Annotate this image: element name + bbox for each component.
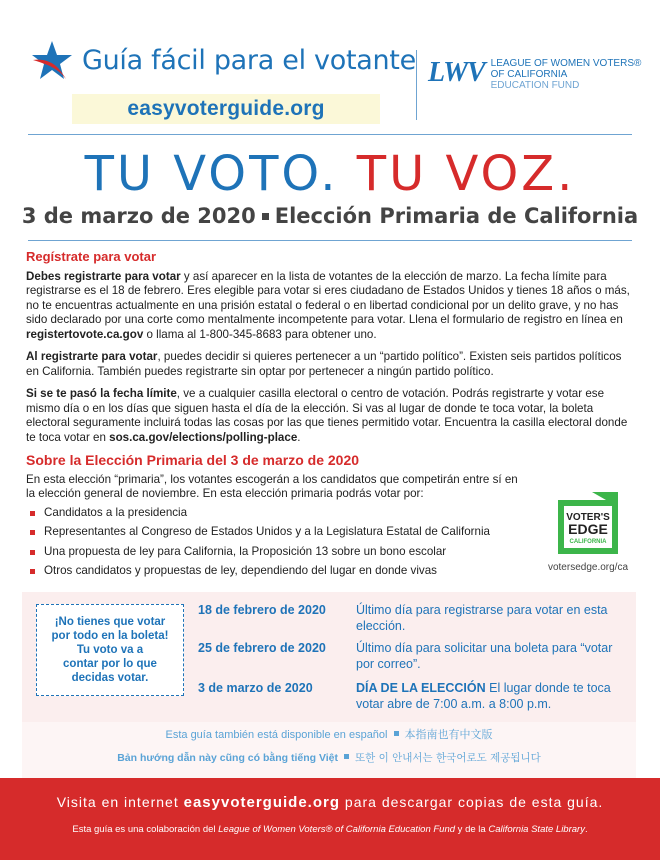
ve-line3: CALIFORNIA bbox=[569, 539, 607, 545]
register-paragraph-1: Debes registrarte para votar y así aparecer en la lista de votantes de la elección de marzo. La fecha límite para registrarse es el 18 de febrero. Eres elegible para votar si eres ciudadano de Estados Unidos y tienes 18 años o más, no te encuentras actualmente en una prisión estatal o federal o en libertad condicional por un delito grave, y no has sido declarado por una corte como mentalmente incompetente para votar. Llena el formulario de registro en línea en registertovote.ca.gov o llama al 1-800-345-8683 para obtener uno. bbox=[26, 269, 630, 341]
callout-line: decidas votar. bbox=[71, 672, 149, 684]
voters-edge-link[interactable]: votersedge.org/ca bbox=[547, 562, 629, 573]
list-item: Representantes al Congreso de Estados Unidos y a la Legislatura Estatal de California bbox=[26, 525, 636, 540]
list-item: Candidatos a la presidencia bbox=[26, 506, 636, 521]
date-description: DÍA DE LA ELECCIÓN El lugar donde te toca votar abre de 7:00 a.m. a 8:00 p.m. bbox=[356, 681, 611, 711]
register-paragraph-3: Si se te pasó la fecha límite, ve a cualquier casilla electoral o centro de votación. Podrás registrarte y votar ese mismo día o en los días que siguen hasta el día de la elección. Si vas al lugar de donde te toca votar, la boleta electoral seguramente incluirá todas las cosas por las que tienes permitido votar. Encuentra la casilla electoral donde te toca votar en sos.ca.gov/elections/polling-place. bbox=[26, 387, 628, 444]
date-description: Último día para solicitar una boleta para “votar por correo”. bbox=[356, 641, 613, 671]
chinese-note: 本指南也有中文版 bbox=[404, 729, 493, 741]
header-divider bbox=[416, 50, 417, 120]
lwv-line1: LEAGUE OF WOMEN VOTERS® bbox=[490, 58, 642, 69]
lwv-line3: EDUCATION FUND bbox=[490, 80, 580, 91]
lwv-text bbox=[491, 58, 642, 91]
square-bullet-icon bbox=[344, 754, 349, 759]
callout-line: por todo en la boleta! bbox=[51, 630, 169, 642]
date-description: Último día para registrarse para votar en esta elección. bbox=[356, 603, 608, 633]
lwv-logo bbox=[428, 58, 641, 91]
brand bbox=[30, 38, 416, 82]
subheadline-date: 3 de marzo de 2020 bbox=[21, 204, 256, 228]
footer-website-link[interactable]: easyvoterguide.org bbox=[183, 794, 341, 811]
primary-title: Sobre la Elección Primaria del 3 de marzo de 2020 bbox=[26, 452, 360, 468]
footer-collaboration: Esta guía es una colaboración del League of Women Voters® of California Education Fund y de la California State Library. bbox=[72, 824, 588, 835]
callout-line: contar por lo que bbox=[63, 658, 157, 670]
register-title: Regístrate para votar bbox=[26, 249, 157, 264]
footer bbox=[0, 778, 660, 860]
polling-place-link[interactable]: sos.ca.gov/elections/polling-place bbox=[109, 430, 298, 444]
lwv-mark: LWV bbox=[428, 57, 485, 88]
date-label: 3 de marzo de 2020 bbox=[198, 681, 313, 695]
top-rule bbox=[28, 134, 632, 135]
callout-line: ¡No tienes que votar bbox=[54, 616, 166, 628]
list-item: Otros candidatos y propuestas de ley, dependiendo del lugar en donde vivas bbox=[26, 564, 636, 579]
square-bullet-icon bbox=[394, 731, 399, 736]
website-link[interactable]: easyvoterguide.org bbox=[127, 97, 325, 120]
square-bullet-icon bbox=[262, 213, 269, 220]
register-paragraph-2: Al registrarte para votar, puedes decidir si quieres pertenecer a un “partido político”. Existen seis partidos políticos en California. También puedes registrarte sin optar por pertenecer a ningún partido político. bbox=[26, 350, 622, 378]
lwv-line2: OF CALIFORNIA bbox=[490, 69, 568, 80]
footer-visit: Visita en internet easyvoterguide.org para descargar copias de esta guía. bbox=[56, 794, 604, 811]
register-link[interactable]: registertovote.ca.gov bbox=[26, 327, 144, 341]
middle-rule bbox=[28, 240, 632, 241]
headline bbox=[0, 146, 660, 202]
subheadline bbox=[0, 204, 660, 228]
languages-line-2 bbox=[22, 750, 636, 765]
headline-part2: TU VOZ. bbox=[356, 146, 576, 202]
date-label: 25 de febrero de 2020 bbox=[198, 641, 326, 655]
voters-edge-logo bbox=[558, 492, 618, 554]
list-item: Una propuesta de ley para California, la Proposición 13 sobre un bono escolar bbox=[26, 545, 636, 560]
languages-panel bbox=[22, 722, 636, 778]
star-logo-icon bbox=[30, 38, 74, 82]
ve-line1: VOTER'S bbox=[566, 512, 610, 523]
date-label: 18 de febrero de 2020 bbox=[198, 603, 326, 617]
voters-edge bbox=[538, 492, 638, 573]
primary-intro: En esta elección “primaria”, los votantes escogerán a los candidatos que competirán entre sí en la elección general de noviembre. En esta elección primaria podrás votar por: bbox=[26, 472, 518, 500]
callout-line: Tu voto va a bbox=[76, 644, 144, 656]
callout-box bbox=[36, 604, 184, 696]
headline-part1: TU VOTO. bbox=[84, 146, 339, 202]
korean-note: 또한 이 안내서는 한국어로도 제공됩니다 bbox=[355, 752, 541, 764]
ve-line2: EDGE bbox=[568, 521, 608, 537]
subheadline-event: Elección Primaria de California bbox=[274, 204, 639, 228]
spanish-note: Esta guía también está disponible en español bbox=[165, 729, 388, 741]
brand-title: Guía fácil para el votante bbox=[82, 44, 416, 76]
header bbox=[0, 0, 660, 130]
vietnamese-note: Bản hướng dẫn này cũng có bằng tiếng Việt bbox=[117, 752, 339, 764]
website-banner bbox=[72, 94, 380, 124]
languages-line-1 bbox=[22, 726, 636, 742]
